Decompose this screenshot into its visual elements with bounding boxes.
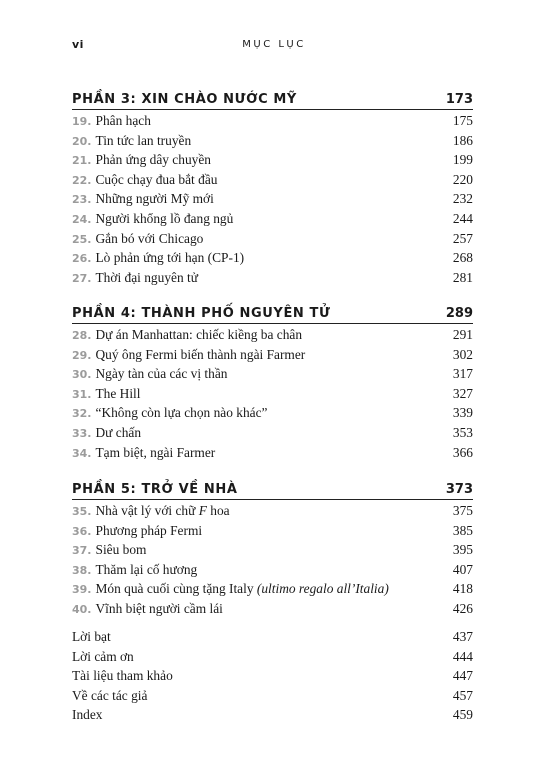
back-matter-entry bbox=[72, 706, 473, 724]
chapter-title: Cuộc chạy đua bắt đầu bbox=[95, 171, 218, 187]
part-page-number: 173 bbox=[445, 92, 473, 107]
chapter-title-rest: hoa bbox=[206, 503, 230, 518]
part-heading bbox=[72, 86, 473, 110]
chapter-number: 39. bbox=[72, 583, 92, 597]
chapter-title: Dư chấn bbox=[95, 425, 142, 440]
chapter-title: Những người Mỹ mới bbox=[95, 191, 214, 207]
chapter-title: Siêu bom bbox=[95, 542, 147, 558]
part-page-number: 373 bbox=[445, 482, 473, 497]
chapter-page-number: 281 bbox=[452, 269, 473, 285]
part-title: PHẦN 3: XIN CHÀO NƯỚC MỸ bbox=[72, 92, 297, 107]
back-matter-entry bbox=[72, 628, 473, 646]
chapter-number: 25. bbox=[72, 232, 92, 246]
chapter-entry bbox=[72, 230, 473, 248]
chapter-page-number: 257 bbox=[452, 230, 473, 246]
part-divider bbox=[72, 109, 473, 110]
chapter-number: 31. bbox=[72, 387, 92, 401]
back-matter-title: Về các tác giả bbox=[72, 687, 148, 703]
chapter-page-number: 199 bbox=[452, 152, 473, 168]
chapter-title: Thăm lại cố hương bbox=[95, 561, 198, 577]
chapter-number: 20. bbox=[72, 134, 92, 148]
back-matter-entry bbox=[72, 667, 473, 685]
chapter-title: The Hill bbox=[95, 385, 141, 401]
chapter-number: 40. bbox=[72, 603, 92, 616]
chapter-title-italic: F bbox=[198, 503, 207, 518]
chapter-entry bbox=[72, 541, 473, 559]
part-divider bbox=[72, 323, 473, 324]
chapter-number: 27. bbox=[72, 271, 92, 285]
chapter-entry bbox=[72, 190, 473, 208]
chapter-number: 34. bbox=[72, 446, 92, 460]
chapter-title: Phản ứng dây chuyền bbox=[95, 152, 211, 168]
chapter-page-number: 407 bbox=[452, 561, 473, 577]
back-matter-title: Index bbox=[72, 707, 103, 723]
chapter-entry bbox=[72, 346, 473, 364]
back-matter-page-number: 444 bbox=[452, 648, 473, 664]
chapter-page-number: 232 bbox=[452, 191, 473, 207]
chapter-entry bbox=[72, 600, 473, 618]
chapter-entry bbox=[72, 424, 473, 442]
chapter-title: Lò phản ứng tới hạn (CP-1) bbox=[95, 250, 245, 266]
chapter-number: 32. bbox=[72, 407, 92, 421]
part-page-number: 289 bbox=[445, 306, 473, 321]
chapter-page-number: 375 bbox=[452, 503, 473, 518]
chapter-page-number: 291 bbox=[452, 327, 473, 342]
part-heading bbox=[72, 300, 473, 324]
chapter-page-number: 317 bbox=[452, 366, 473, 382]
chapter-entry bbox=[72, 522, 473, 540]
chapter-number: 33. bbox=[72, 427, 92, 440]
back-matter-entry bbox=[72, 687, 473, 705]
chapter-title: Người khổng lồ đang ngủ bbox=[95, 211, 234, 226]
chapter-page-number: 395 bbox=[452, 542, 473, 558]
chapter-entry bbox=[72, 326, 473, 344]
chapter-title: Món quà cuối cùng tặng Italy bbox=[95, 581, 257, 597]
back-matter-page-number: 459 bbox=[452, 707, 473, 723]
chapter-number: 38. bbox=[72, 563, 92, 577]
back-matter-page-number: 447 bbox=[452, 668, 473, 684]
chapter-number: 26. bbox=[72, 252, 92, 266]
chapter-title: Phân hạch bbox=[95, 113, 151, 128]
chapter-page-number: 327 bbox=[452, 385, 473, 401]
running-title: MỤC LỤC bbox=[242, 39, 306, 50]
chapter-title: Nhà vật lý với chữ bbox=[95, 503, 199, 518]
chapter-page-number: 186 bbox=[452, 132, 473, 148]
chapter-number: 37. bbox=[72, 544, 92, 558]
chapter-title: Tin tức lan truyền bbox=[95, 132, 192, 148]
chapter-title: Phương pháp Fermi bbox=[95, 522, 203, 538]
chapter-entry bbox=[72, 385, 473, 403]
chapter-entry bbox=[72, 132, 473, 150]
chapter-page-number: 175 bbox=[452, 113, 473, 128]
back-matter-title: Lời bạt bbox=[72, 629, 111, 644]
chapter-entry bbox=[72, 502, 473, 520]
part-divider bbox=[72, 499, 473, 500]
chapter-title: Thời đại nguyên tử bbox=[95, 269, 198, 285]
chapter-title: Tạm biệt, ngài Farmer bbox=[95, 444, 216, 460]
chapter-page-number: 385 bbox=[452, 522, 473, 538]
chapter-page-number: 353 bbox=[452, 425, 473, 440]
chapter-number: 19. bbox=[72, 115, 92, 128]
chapter-number: 24. bbox=[72, 213, 92, 226]
chapter-title: Gắn bó với Chicago bbox=[95, 230, 204, 246]
chapter-number: 30. bbox=[72, 368, 92, 382]
chapter-entry bbox=[72, 171, 473, 189]
chapter-page-number: 220 bbox=[452, 171, 473, 187]
chapter-entry bbox=[72, 561, 473, 579]
chapter-entry bbox=[72, 269, 473, 287]
part-title: PHẦN 4: THÀNH PHỐ NGUYÊN TỬ bbox=[72, 306, 331, 321]
chapter-title: Ngày tàn của các vị thần bbox=[95, 366, 228, 382]
back-matter-title: Lời cảm ơn bbox=[72, 648, 134, 664]
chapter-page-number: 426 bbox=[452, 601, 473, 616]
chapter-title: “Không còn lựa chọn nào khác” bbox=[95, 405, 268, 421]
chapter-number: 22. bbox=[72, 173, 92, 187]
chapter-title: Vĩnh biệt người cầm lái bbox=[95, 601, 223, 616]
back-matter-page-number: 437 bbox=[452, 629, 473, 644]
chapter-page-number: 244 bbox=[452, 211, 473, 226]
chapter-entry bbox=[72, 112, 473, 130]
chapter-number: 29. bbox=[72, 348, 92, 362]
page-number: vi bbox=[72, 38, 84, 51]
chapter-page-number: 302 bbox=[452, 346, 473, 362]
chapter-number: 28. bbox=[72, 329, 92, 342]
chapter-page-number: 339 bbox=[452, 405, 473, 421]
chapter-entry bbox=[72, 365, 473, 383]
chapter-number: 21. bbox=[72, 154, 92, 168]
chapter-number: 23. bbox=[72, 193, 92, 207]
chapter-entry bbox=[72, 151, 473, 169]
chapter-page-number: 268 bbox=[452, 250, 473, 266]
chapter-entry bbox=[72, 249, 473, 267]
chapter-entry bbox=[72, 210, 473, 228]
chapter-number: 35. bbox=[72, 505, 92, 518]
chapter-entry bbox=[72, 580, 473, 598]
chapter-entry bbox=[72, 444, 473, 462]
back-matter-title: Tài liệu tham khảo bbox=[72, 668, 173, 684]
chapter-title-italic: (ultimo regalo all’Italia) bbox=[256, 581, 389, 597]
part-heading bbox=[72, 476, 473, 500]
chapter-title: Dự án Manhattan: chiếc kiềng ba chân bbox=[95, 327, 303, 342]
chapter-title: Quý ông Fermi biến thành ngài Farmer bbox=[95, 346, 306, 362]
chapter-page-number: 418 bbox=[452, 581, 473, 597]
chapter-number: 36. bbox=[72, 524, 92, 538]
chapter-entry bbox=[72, 404, 473, 422]
chapter-page-number: 366 bbox=[452, 444, 473, 460]
part-title: PHẦN 5: TRỞ VỀ NHÀ bbox=[72, 482, 238, 497]
back-matter-page-number: 457 bbox=[452, 687, 473, 703]
back-matter-entry bbox=[72, 648, 473, 666]
